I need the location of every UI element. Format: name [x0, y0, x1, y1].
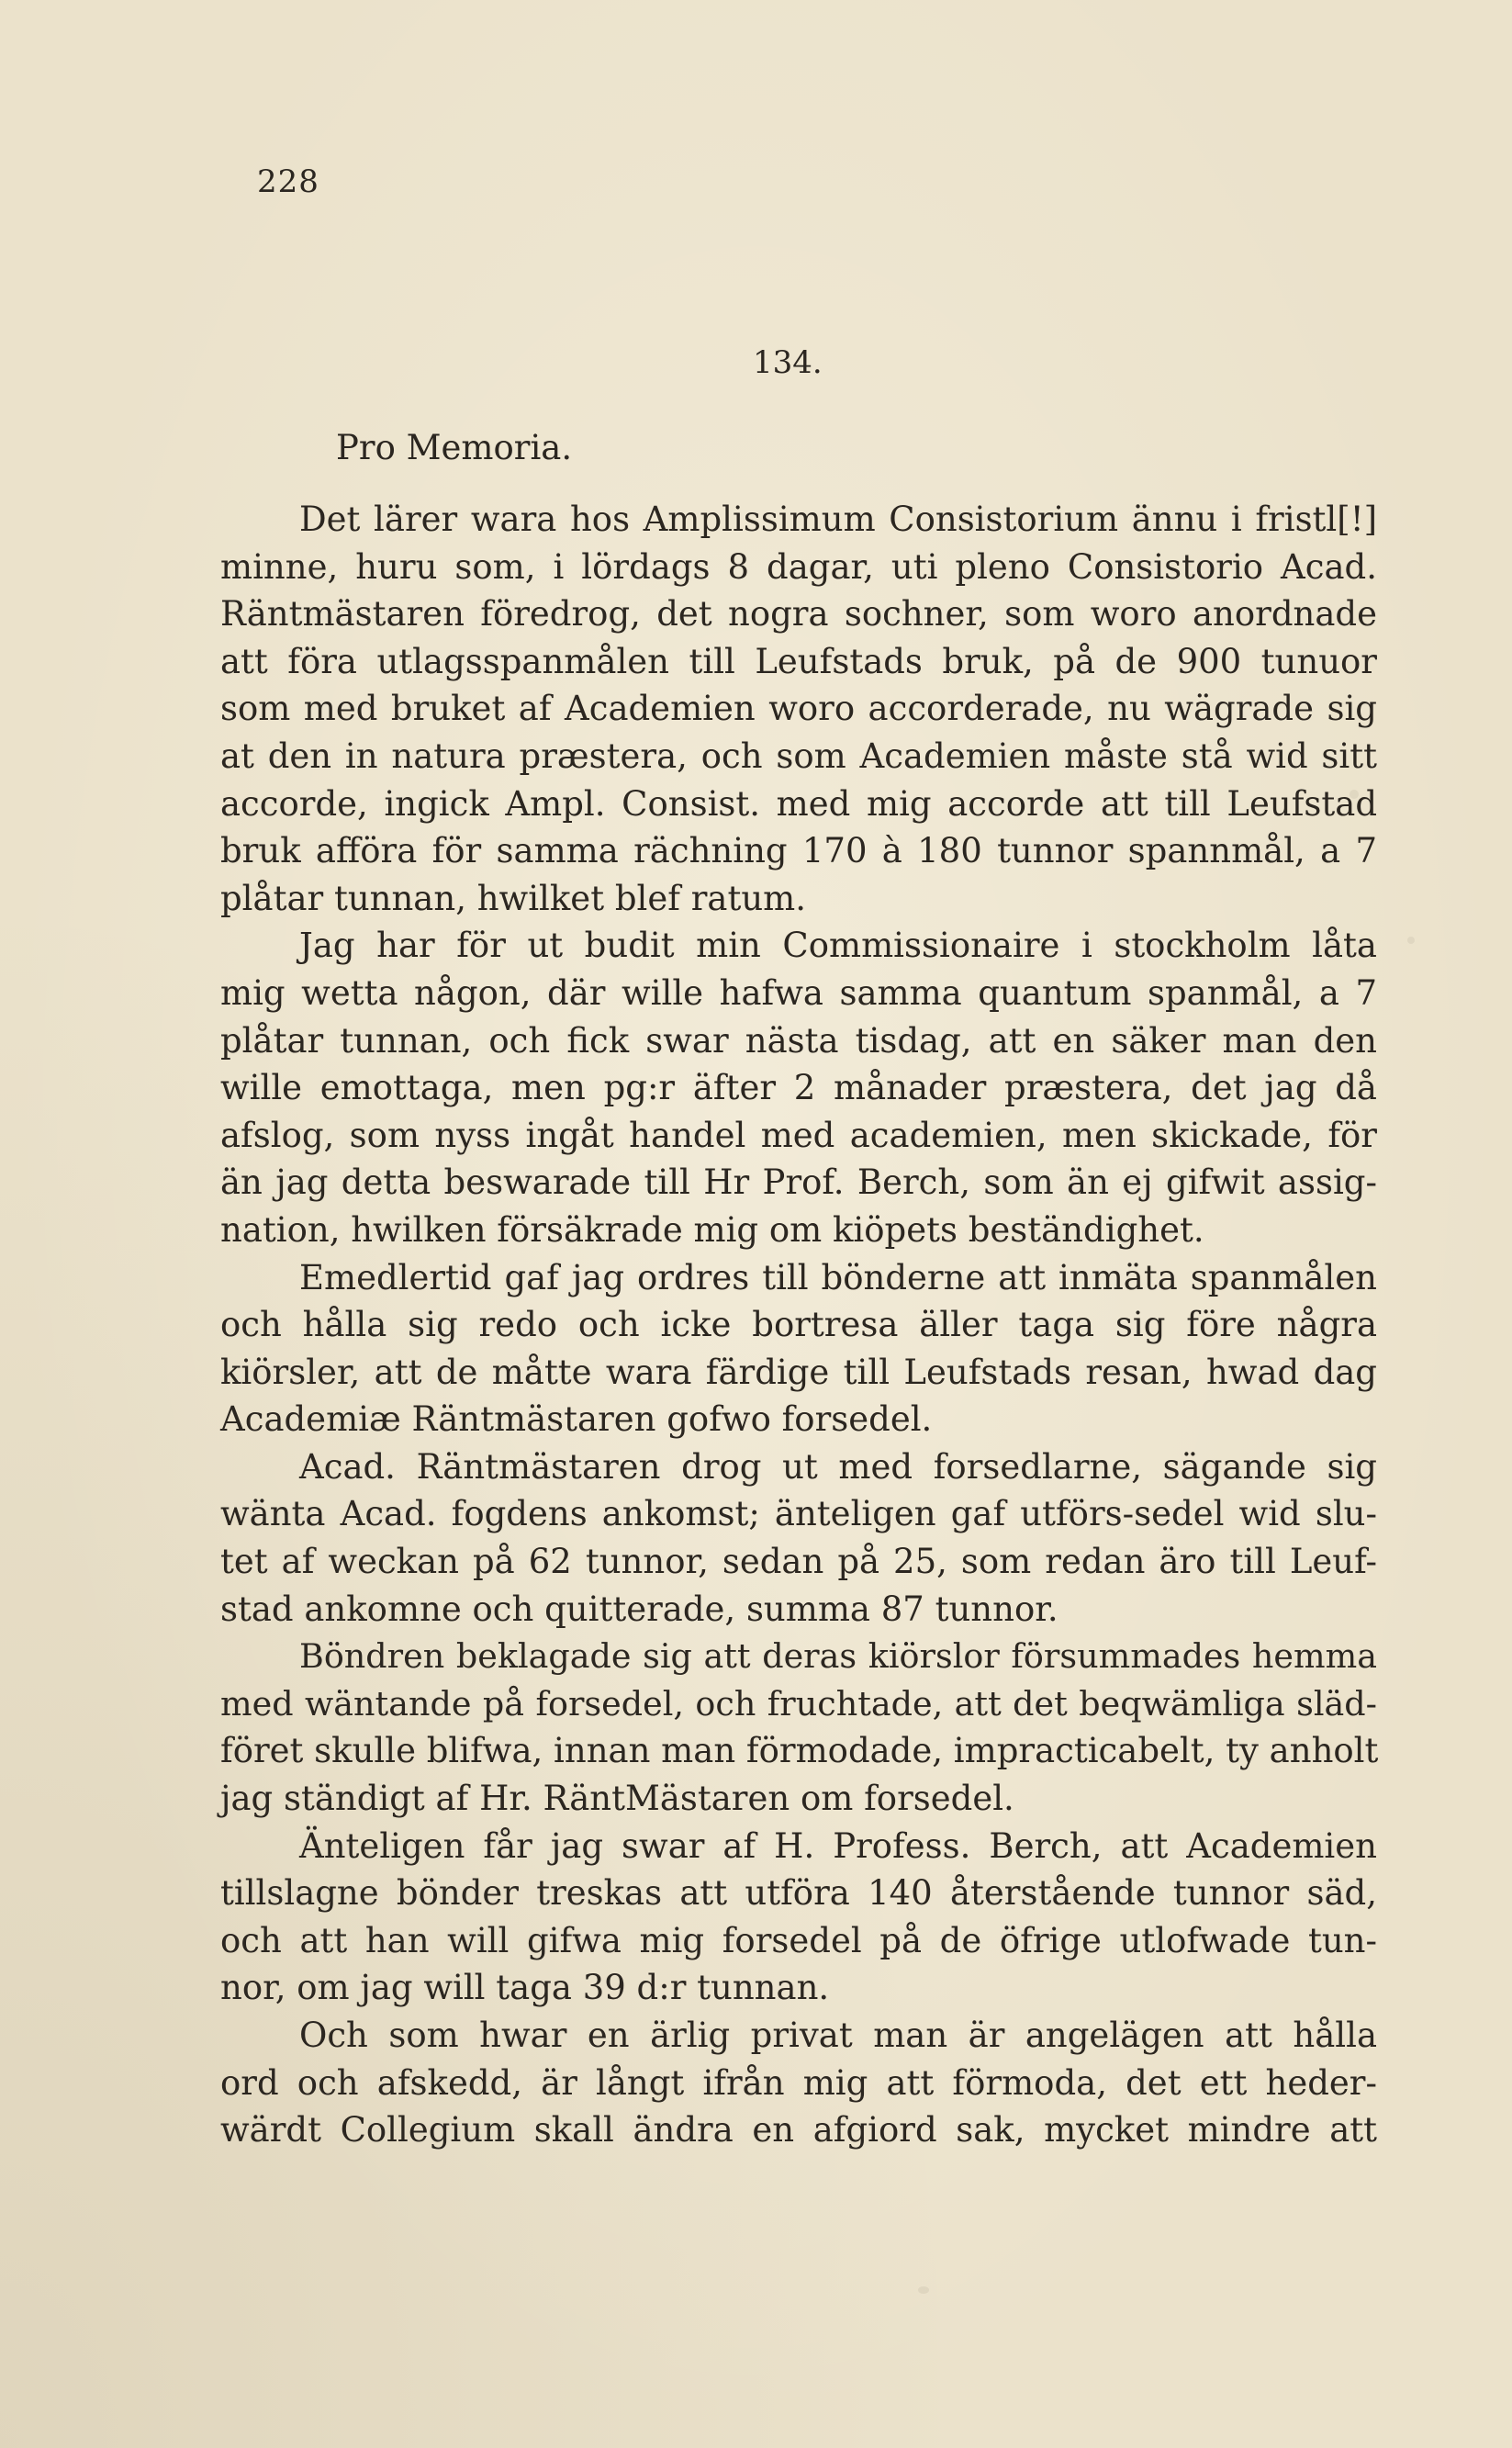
text-line: wärdt Collegium skall ändra en afgiord sak, mycket mindre att: [220, 2110, 1377, 2150]
text-line: Räntmästaren föredrog, det nogra sochner, som woro anordnade: [220, 594, 1377, 634]
text-line: plåtar tunnan, hwilket blef ratum.: [220, 878, 806, 918]
text-line: bruk afföra för samma rächning 170 à 180 tunnor spannmål, a 7: [220, 831, 1377, 871]
paper-speck: [1407, 937, 1415, 944]
text-line: Änteligen får jag swar af H. Profess. Berch, att Academien: [299, 1825, 1377, 1866]
text-line: Det lärer wara hos Amplissimum Consistorium ännu i fristl[!]: [299, 500, 1377, 539]
page-number: 228: [257, 163, 319, 200]
text-line: nor, om jag will taga 39 d:r tunnan.: [220, 1968, 830, 2008]
text-line: afslog, som nyss ingåt handel med academien, men skickade, för: [220, 1115, 1377, 1155]
text-line: och att han will gifwa mig forsedel på de öfrige utlofwade tun-: [220, 1920, 1377, 1960]
text-line: plåtar tunnan, och fick swar nästa tisdag, att en säker man den: [220, 1020, 1377, 1061]
text-line: än jag detta beswarade till Hr Prof. Berch, som än ej gifwit assig-: [220, 1162, 1377, 1203]
text-line: tet af weckan på 62 tunnor, sedan på 25, som redan äro till Leuf-: [220, 1542, 1377, 1582]
text-line: wille emottaga, men pg:r äfter 2 månader præstera, det jag då: [220, 1068, 1377, 1108]
text-line: stad ankomne och quitterade, summa 87 tunnor.: [220, 1589, 1058, 1629]
text-line: Böndren beklagade sig att deras kiörslor försummades hemma: [299, 1636, 1377, 1677]
text-line: mig wetta någon, där wille hafwa samma quantum spanmål, a 7: [220, 972, 1377, 1013]
text-line: med wäntande på forsedel, och fruchtade, att det beqwämliga släd-: [220, 1683, 1377, 1724]
text-line: at den in natura præstera, och som Academien måste stå wid sitt: [220, 736, 1377, 776]
text-line: tillslagne bönder treskas att utföra 140 återstående tunnor säd,: [220, 1873, 1377, 1914]
text-line: ord och afskedd, är långt ifrån mig att förmoda, det ett heder-: [220, 2062, 1377, 2103]
paper-speck: [918, 2286, 929, 2294]
page-heading: Pro Memoria.: [336, 428, 573, 467]
text-line: Och som hwar en ärlig privat man är angelägen att hålla: [299, 2016, 1377, 2055]
text-line: som med bruket af Academien woro accorderade, nu wägrade sig: [220, 689, 1377, 729]
text-line: wänta Acad. fogdens ankomst; änteligen gaf utförs-sedel wid slu-: [220, 1494, 1377, 1534]
text-line: Jag har för ut budit min Commissionaire i stockholm låta: [299, 926, 1377, 966]
text-line: jag ständigt af Hr. RäntMästaren om forsedel.: [220, 1779, 1014, 1819]
text-line: kiörsler, att de måtte wara färdige till Leufstads resan, hwad dag: [220, 1352, 1377, 1392]
body-text: [220, 496, 1377, 2154]
text-line: Emedlertid gaf jag ordres till bönderne att inmäta spanmålen: [299, 1257, 1377, 1297]
text-line: minne, huru som, i lördags 8 dagar, uti pleno Consistorio Acad.: [220, 546, 1377, 587]
text-line: nation, hwilken försäkrade mig om kiöpets beständighet.: [220, 1209, 1204, 1250]
text-line: Academiæ Räntmästaren gofwo forsedel.: [220, 1399, 933, 1440]
text-line: accorde, ingick Ampl. Consist. med mig accorde att till Leufstad: [220, 783, 1377, 824]
text-line: att föra utlagsspanmålen till Leufstads bruk, på de 900 tunuor: [220, 641, 1377, 681]
text-line: och hålla sig redo och icke bortresa äller taga sig före några: [220, 1305, 1377, 1345]
text-line: föret skulle blifwa, innan man förmodade, impracticabelt, ty anholt: [220, 1731, 1379, 1771]
document-number: 134.: [753, 344, 823, 381]
text-line: Acad. Räntmästaren drog ut med forsedlarne, sägande sig: [299, 1446, 1377, 1487]
